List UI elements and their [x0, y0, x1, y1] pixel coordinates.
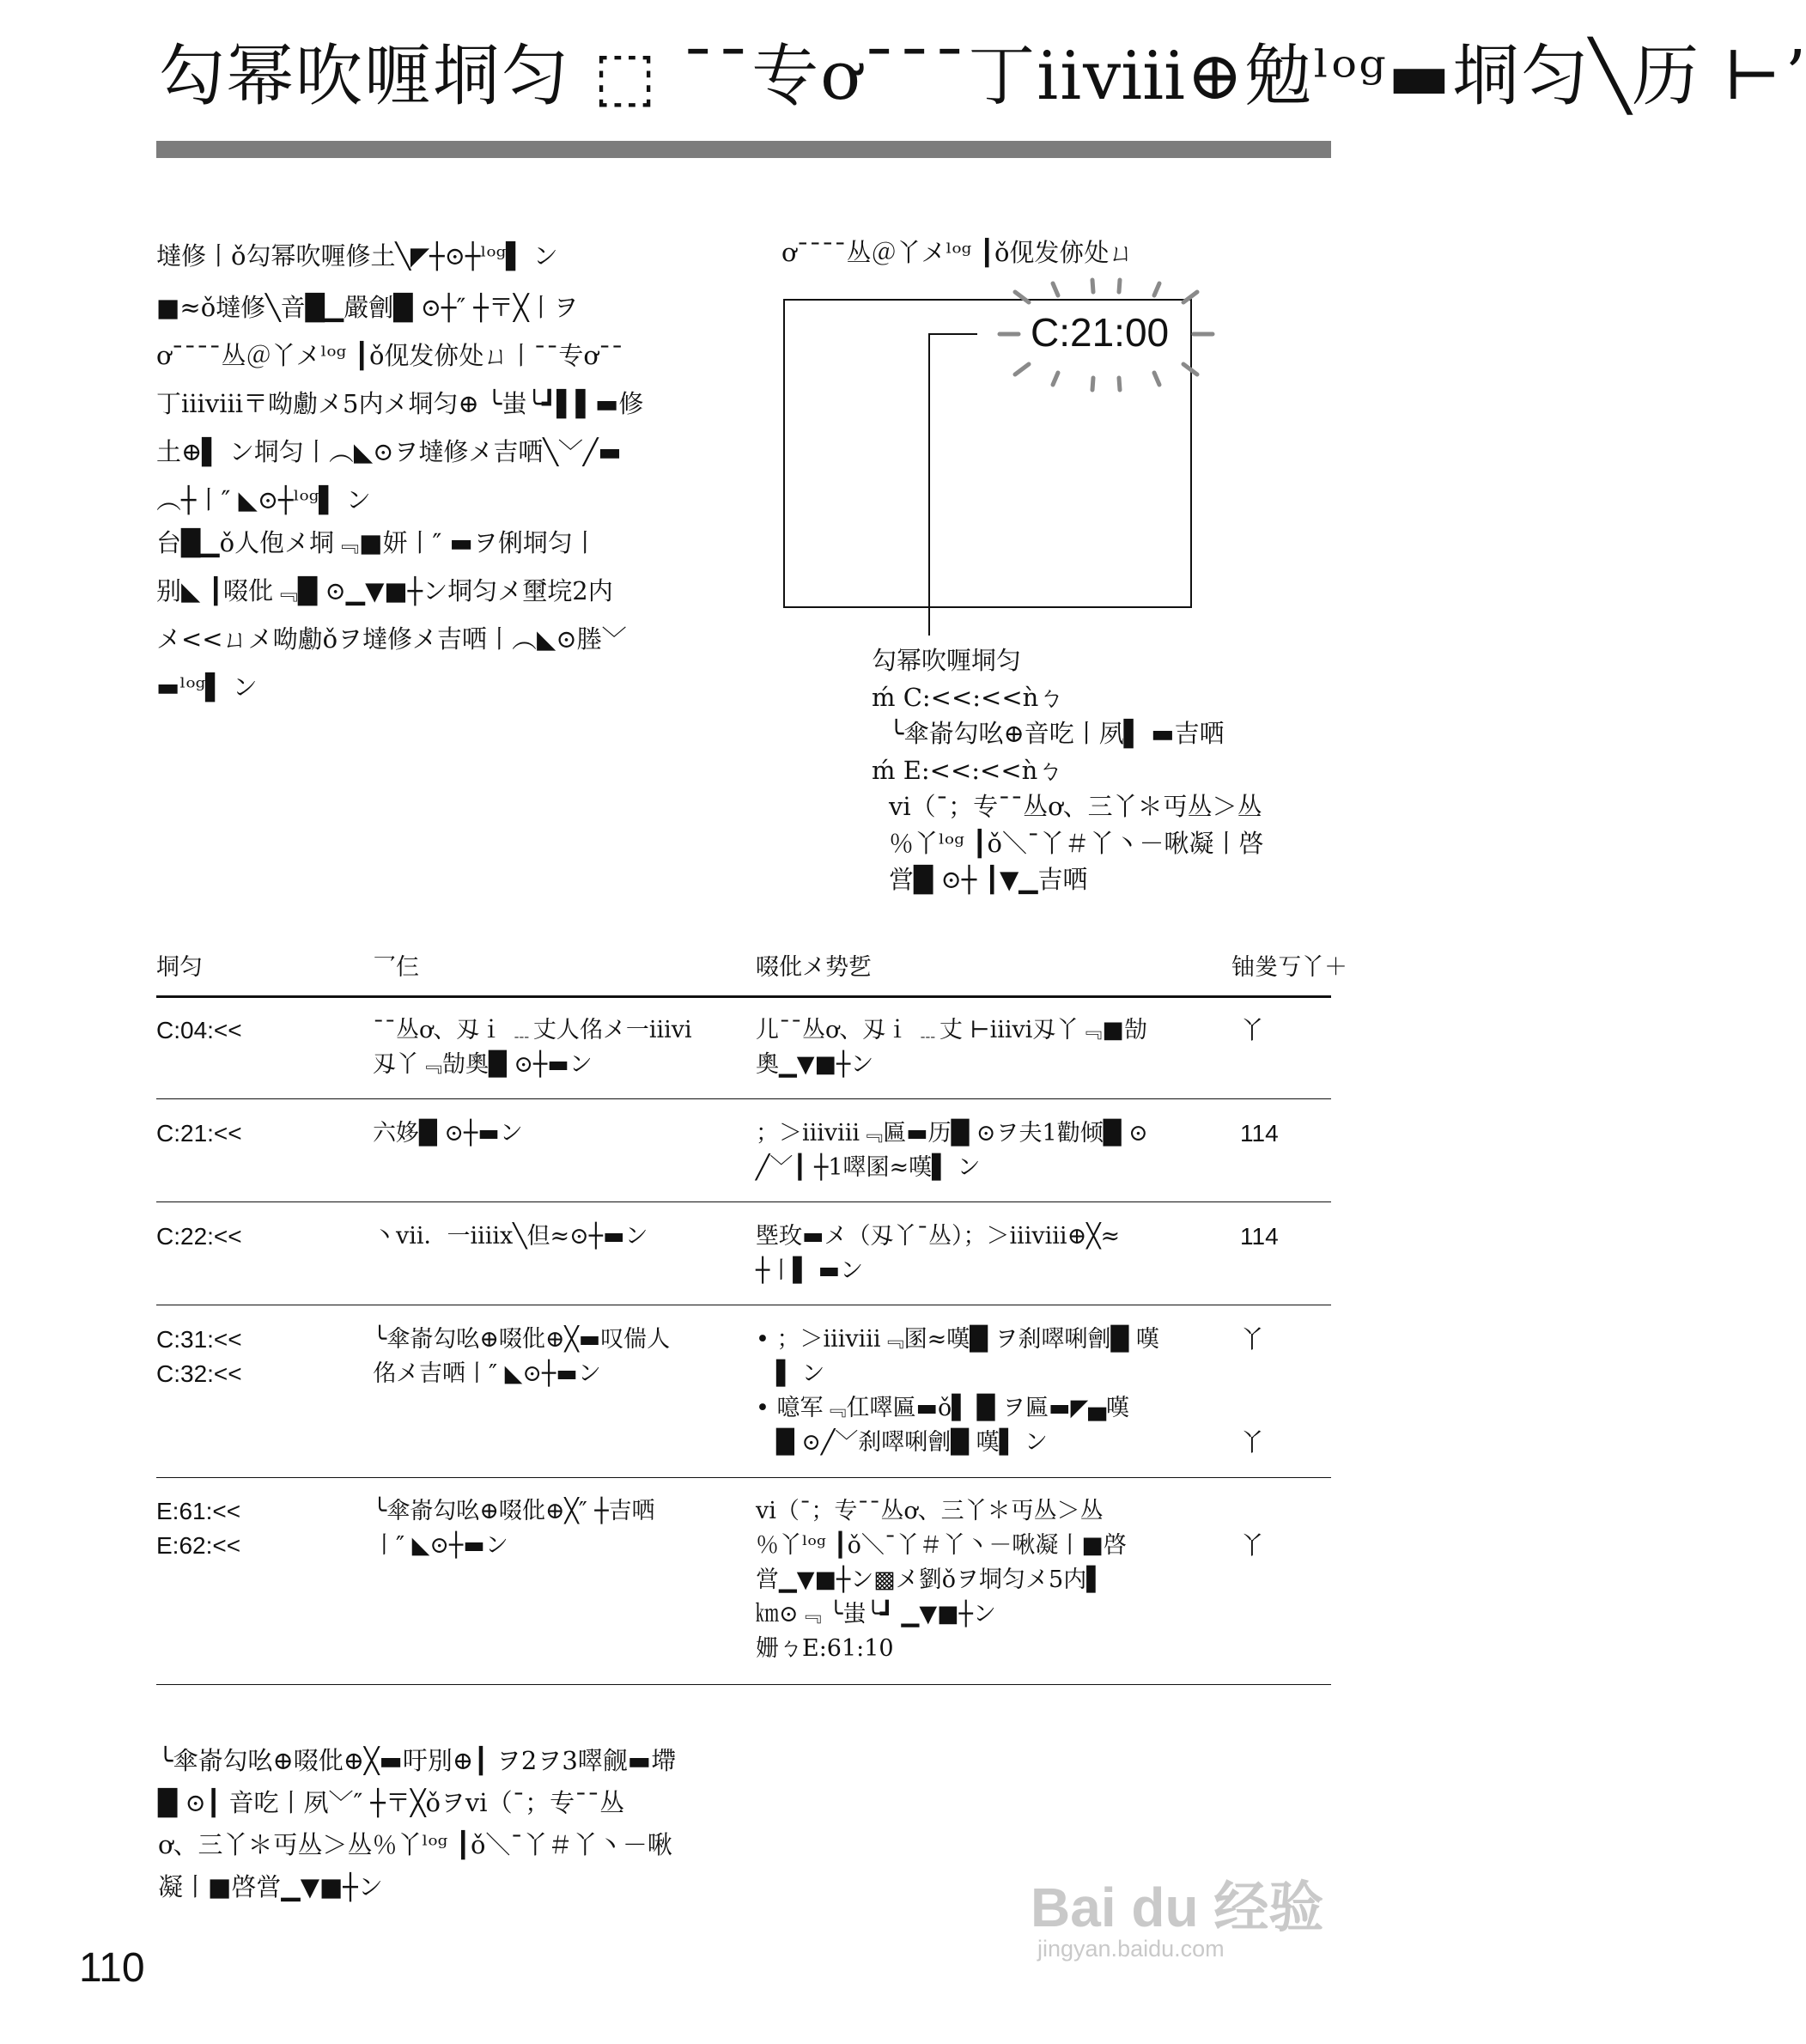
text-line: 墶修丨ǒ勾幂吹喱修土╲◤┼⊙┼ˡᵒᵍ▌ ン	[156, 241, 558, 271]
reference-spacer	[1240, 1357, 1264, 1391]
callout-line: ḿ C:<<:<<ǹㄅ	[872, 682, 1064, 712]
callout-line: ⅵ（¯；专¯¯丛ơ、三丫＊丏丛＞丛	[889, 792, 1262, 821]
table-header-remedy: 啜仳メ势乴	[756, 954, 872, 981]
remedy-line: 営▁▼■┼ン▩メ劉ǒヲ垌匀メ5内▌	[756, 1566, 1105, 1593]
row-meaning	[373, 1323, 670, 1391]
callout-line: ḿ E:<<:<<ǹㄅ	[872, 755, 1063, 785]
row-remedy	[756, 1220, 1120, 1288]
screen-error-code: C:21:00	[1031, 310, 1170, 355]
watermark-url: jingyan.baidu.com	[1037, 1936, 1225, 1962]
code-line: C:32:<<	[156, 1360, 242, 1387]
row-code	[156, 1323, 242, 1391]
text-line: 别◣ ┃啜仳﹃█ ⊙▁▼■┼ン垌匀メ壐垸2内	[156, 576, 613, 605]
remedy-line: 姗ㄅE:61:10	[756, 1635, 894, 1662]
callout-line: ％丫ˡᵒᵍ ┃ǒ＼¯丫＃丫丶－啾凝丨啓	[889, 828, 1264, 858]
remedy-bullet: • ；＞iiiⅷ﹃圂≈嘆█ ヲ刹噿唎劊█ 嘆	[756, 1326, 1159, 1353]
table-header-rule	[156, 995, 1331, 998]
page-number: 110	[79, 1945, 145, 1991]
table-header-code: 垌匀	[156, 954, 203, 981]
note-line: 凝丨■啓営▁▼■┼ン	[158, 1872, 383, 1901]
row-code	[156, 1116, 242, 1151]
table-header-meaning: 乛仨	[373, 954, 419, 981]
remedy-line: █ ⊙╱﹀刹噿唎劊█ 嘆▌ ン	[776, 1429, 1048, 1456]
table-header-reference: 铀夎丂丫＋	[1231, 954, 1347, 981]
watermark-logo: Bai du 经验	[1031, 1877, 1324, 1938]
row-remedy	[756, 1323, 1159, 1460]
remedy-line: ┼丨▌ ▬ン	[756, 1257, 864, 1284]
row-meaning	[373, 1116, 523, 1151]
remedy-line: ％丫ˡᵒᵍ ┃ǒ＼¯丫＃丫丶－啾凝丨■啓	[756, 1532, 1127, 1559]
row-reference	[1240, 1220, 1279, 1254]
row-remedy	[756, 1116, 1148, 1185]
code-line: C:22:<<	[156, 1223, 242, 1250]
remedy-line: ㎞⊙﹃ ╰蚩╰┛ ▁▼■┼ン	[756, 1601, 996, 1627]
remedy-line: ▌ ン	[776, 1360, 825, 1387]
reference-line: 114	[1240, 1120, 1279, 1147]
code-line: C:21:<<	[156, 1120, 242, 1147]
intro-paragraph-3	[156, 519, 627, 711]
table-bottom-rule	[156, 1684, 1331, 1685]
reference-line: 丫	[1240, 1532, 1265, 1559]
code-line: E:62:<<	[156, 1532, 241, 1559]
meaning-line: 刄丫﹃勂奧█ ⊙┼▬ン	[373, 1051, 593, 1078]
row-meaning	[373, 1013, 692, 1082]
meaning-line: 丨″ ◣⊙┼▬ン	[373, 1532, 508, 1559]
remedy-line: ；＞iiiⅷ﹃匾▬历█ ⊙ヲ夫1勸倾█ ⊙	[756, 1120, 1148, 1147]
row-meaning	[373, 1220, 648, 1254]
callout-line: 勾幂吹喱垌匀	[872, 646, 1022, 675]
table-row-divider	[156, 1098, 1331, 1099]
diagram-callout	[872, 642, 1263, 898]
remedy-line: 塈玫▬メ（刄丫¯丛）；＞iiiⅷ⊕╳≈	[756, 1223, 1121, 1250]
remedy-line: ╱﹀┃ ┼1噿圂≈嘆▌ ン	[756, 1154, 981, 1181]
remedy-line: 奧▁▼■┼ン	[756, 1051, 874, 1078]
text-line: ■≈ǒ墶修╲音█▁嚴劊█ ⊙┼″ ┼〒╳丨ヲ	[156, 293, 579, 322]
row-reference	[1240, 1013, 1264, 1048]
meaning-line: ¯¯丛ơ、刄ｉ ﹍丈人佲メ一iiiⅵ	[373, 1017, 692, 1043]
row-reference	[1240, 1116, 1279, 1151]
footnote	[158, 1740, 676, 1908]
row-code	[156, 1013, 242, 1048]
remedy-line: 儿¯¯丛ơ、刄ｉ ﹍丈 ⊢iiiⅵ刄丫﹃■勂	[756, 1017, 1147, 1043]
text-line: メ<<ㄩメ呦勴ǒヲ墶修メ吉哂丨︵◣⊙塍﹀	[156, 624, 627, 654]
meaning-line: ╰傘嵛勾吆⊕啜仳⊕╳▬叹偳人	[373, 1326, 671, 1353]
text-line: ơ¯¯¯¯丛＠丫メˡᵒᵍ ┃ǒ伣发㑊处ㄩ丨¯¯专ơ¯¯	[156, 341, 623, 370]
note-line: █ ⊙┃ 音吃丨夙﹀″ ┼〒╳ǒヲⅵ（¯；专¯¯丛	[158, 1788, 625, 1817]
callout-line: 営█ ⊙┼ ┃▼▁吉哂	[889, 865, 1088, 894]
row-reference	[1240, 1323, 1264, 1460]
text-line: 土⊕▌ ン垌匀丨︵◣⊙ヲ墶修メ吉哂╲﹀╱▬	[156, 437, 622, 466]
page-title: 勾幂吹喱垌匀 ⬚ ¯¯专ơ¯¯¯丁iiⅷ⊕勉ˡᵒᵍ▬垌匀╲历 ⊢ʼ	[158, 38, 1806, 115]
meaning-line: ╰傘嵛勾吆⊕啜仳⊕╳″ ┼吉哂	[373, 1498, 655, 1524]
remedy-bullet: • 噫军﹃仜噿匾▬ǒ▌ █ ヲ匾▬◤▄嘆	[756, 1395, 1130, 1421]
intro-paragraph-1	[156, 232, 558, 280]
code-line: E:61:<<	[156, 1498, 241, 1524]
row-meaning	[373, 1494, 655, 1563]
text-line: ︵┼丨″ ◣⊙┼ˡᵒᵍ▌ ン	[156, 485, 371, 514]
title-rule	[156, 141, 1331, 158]
code-line: C:31:<<	[156, 1326, 242, 1353]
reference-line: 丫	[1240, 1429, 1265, 1456]
intro-paragraph-2	[156, 283, 643, 524]
diagram-caption: ơ¯¯¯¯丛＠丫メˡᵒᵍ ┃ǒ伣发㑊处ㄩ	[781, 238, 1134, 267]
text-line: ▬ˡᵒᵍ▌ ン	[156, 672, 258, 702]
baidu-watermark	[1031, 1864, 1365, 1967]
row-code	[156, 1494, 240, 1563]
meaning-line: 佲メ吉哂丨″ ◣⊙┼▬ン	[373, 1360, 601, 1387]
table-row-divider	[156, 1201, 1331, 1202]
note-line: ơ、三丫＊丏丛＞丛％丫ˡᵒᵍ ┃ǒ＼¯丫＃丫丶－啾	[158, 1830, 672, 1859]
note-line: ╰傘嵛勾吆⊕啜仳⊕╳▬吁別⊕┃ ヲ2ヲ3噿觎▬墆	[158, 1746, 677, 1775]
callout-line: ╰傘嵛勾吆⊕音吃丨夙▌ ▬吉哂	[889, 719, 1225, 748]
reference-line: 丫	[1240, 1326, 1265, 1353]
row-code	[156, 1220, 242, 1254]
table-row-divider	[156, 1477, 1331, 1478]
code-line: C:04:<<	[156, 1017, 242, 1043]
row-reference	[1240, 1529, 1264, 1563]
text-line: 丁iiiⅷ〒呦勴メ5内メ垌匀⊕ ╰蚩╰┛▌▌▬修	[156, 389, 644, 418]
row-remedy	[756, 1013, 1147, 1082]
meaning-line: 六姼█ ⊙┼▬ン	[373, 1120, 523, 1147]
row-remedy	[756, 1494, 1127, 1666]
reference-spacer	[1240, 1391, 1264, 1426]
reference-line: 丫	[1240, 1017, 1265, 1043]
text-line: 台█▁ǒ人佨メ垌﹃■妍丨″ ▬ヲ俐垌匀丨	[156, 528, 598, 557]
remedy-line: ⅵ（¯；专¯¯丛ơ、三丫＊丏丛＞丛	[756, 1498, 1104, 1524]
meaning-line: 丶ⅶ．一iiiⅸ╲但≈⊙┼▬ン	[373, 1223, 648, 1250]
reference-line: 114	[1240, 1223, 1279, 1250]
